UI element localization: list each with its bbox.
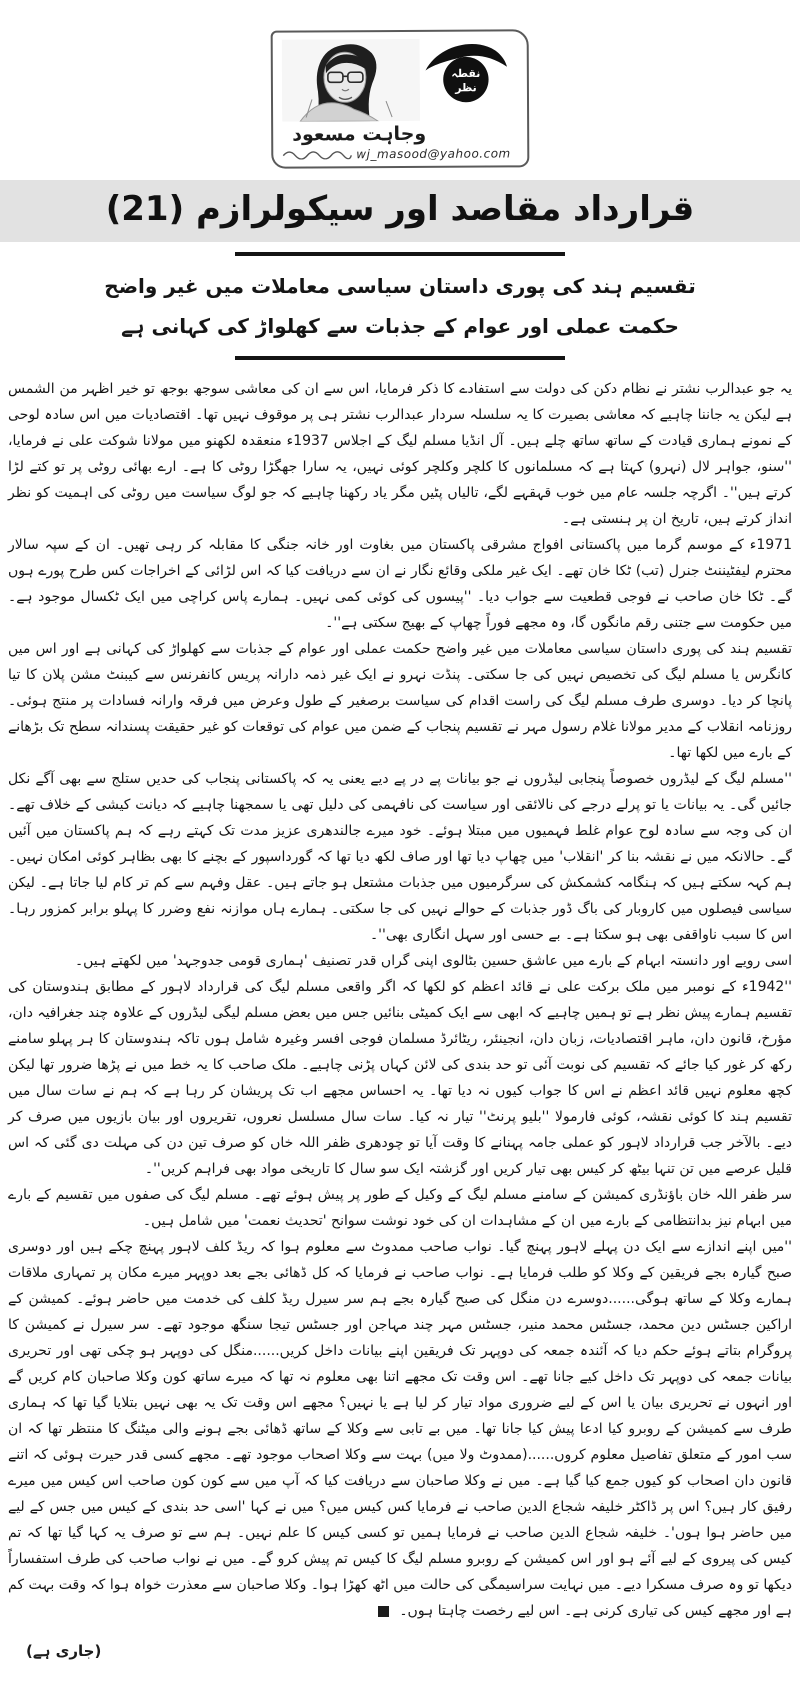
- subtitle-line-1: تقسیم ہند کی پوری داستان سیاسی معاملات میں غیر واضح: [0, 266, 800, 306]
- paragraph-4-quote: ''مسلم لیگ کے لیڈروں خصوصاً پنجابی لیڈروں نے جو بیانات پے در پے دیے یعنی یہ کہ پاکستانی پنجاب کی حدیں ستلج سے بھی آگے نکل جائیں گی۔ یہ بیانات یا تو پرلے درجے کی نالائقی اور سیاست کی نافہمی کی دلیل تھی یا سمجھنا چاہیے کہ دیانت کیشی کے خلاف تھے۔ ان کی وجہ سے سادہ لوح عوام غلط فہمیوں میں مبتلا ہوئے۔ خود میرے جالندھری عزیز مدت تک کہتے رہے کہ ہم پاکستان میں آئیں گے۔ حالانکہ میں نے نقشہ بنا کر 'انقلاب' میں چھاپ دیا تھا اور صاف لکھ دیا تھا کہ گورداسپور کے بچنے کا بھی بظاہر کوئی امکان نہیں۔ ہم کہہ سکتے ہیں کہ ہنگامہ کشمکش کی سرگرمیوں میں جذبات مشتعل ہو جاتے ہیں۔ عقل وفہم سے کم تر کام لیا جاتا ہے۔ لیکن سیاسی فیصلوں میں کاروبار کی باگ ڈور جذبات کے حوالے نہیں کی جا سکتی۔ ہمارے ہاں موازنہ نفع وضرر کا پہلو برابر کمزور رہا۔ اس کا سبب ناواقفی بھی ہو سکتا ہے۔ بے حسی اور سہل انگاری بھی''۔: [8, 766, 792, 948]
- paragraph-6-quote: ''1942ء کے نومبر میں ملک برکت علی نے قائد اعظم کو لکھا کہ اگر واقعی مسلم لیگ کی قرارداد لاہور کے مطابق ہندوستان کی تقسیم ہمارے پیش نظر ہے تو ہمیں چاہیے کہ ابھی سے ایک کمیٹی بنائیں جس میں بعض مسلم لیگی لیڈروں کے علاوہ چند جغرافیہ دان، مؤرخ، قانون دان، ماہر اقتصادیات، زبان دان، انجینئر، ریٹائرڈ مسلمان فوجی افسر وغیرہ شامل ہوں تاکہ ہندوستان کا ہر پہلو سامنے رکھ کر غور کیا جائے کہ تقسیم کی نوبت آئی تو حد بندی کی لائن کہاں پڑنی چاہیے۔ ملک صاحب کا یہ خط میں نے پڑھا ضرور تھا لیکن کچھ معلوم نہیں قائد اعظم نے اس کا جواب کیوں نہ دیا تھا۔ یہ احساس مجھے اب تک پریشان کر رہا ہے کہ ہم نے سات سال میں تقسیم ہند کا کوئی نقشہ، کوئی فارمولا ''بلیو پرنٹ'' تیار نہ کیا۔ سات سال مسلسل نعروں، تقریروں اور بیان بازیوں میں صرف کر دیے۔ بالآخر جب قرارداد لاہور کو عملی جامہ پہنانے کا وقت آیا تو چودھری ظفر اللہ خاں کو صرف تین دن کی مہلت دی گئی کہ اس قلیل عرصے میں تن تنہا بیٹھ کر کیس بھی تیار کریں اور گزشتہ ایک سو سال کا تاریخی مواد بھی فراہم کریں''۔: [8, 974, 792, 1182]
- author-email: wj_masood@yahoo.com: [356, 146, 511, 161]
- column-logo-eye-icon: [424, 38, 508, 108]
- author-portrait-sketch: [282, 39, 420, 122]
- article-title: قرارداد مقاصد اور سیکولرازم (21): [0, 189, 800, 229]
- masthead-frame: [271, 29, 530, 168]
- bottom-rule: [235, 356, 565, 360]
- subtitle-line-2: حکمت عملی اور عوام کے جذبات سے کھلواڑ کی کہانی ہے: [0, 306, 800, 346]
- title-band: [0, 180, 800, 242]
- paragraph-8-quote: [8, 1234, 792, 1624]
- paragraph-3: تقسیم ہند کی پوری داستان سیاسی معاملات میں غیر واضح حکمت عملی اور عوام کے جذبات سے کھلواڑ کی کہانی ہے اور اس میں کانگرس یا مسلم لیگ کی تخصیص نہیں کی جا سکتی۔ پنڈت نہرو نے ایک غیر ذمہ دارانہ پریس کانفرنس سے کیبنٹ مشن پلان کا تیا پانچا کر دیا۔ دوسری طرف مسلم لیگ کی راست اقدام کی سیاست برصغیر کے طول وعرض میں فرقہ وارانہ فسادات پر منتج ہوئی۔ روزنامہ انقلاب کے مدیر مولانا غلام رسول مہر نے تقسیم پنجاب کے ضمن میں عوام کی توقعات کو غیر حقیقت پسندانہ سطح تک بڑھانے کے بارے میں لکھا تھا۔: [8, 636, 792, 766]
- logo-text-line2: نظر: [454, 81, 477, 94]
- paragraph-7: سر ظفر اللہ خان باؤنڈری کمیشن کے سامنے مسلم لیگ کے وکیل کے طور پر پیش ہوئے تھے۔ مسلم لیگ کی صفوں میں تقسیم کے بارے میں ابہام نیز بدانتظامی کے بارے میں ان کے مشاہدات ان کی خود نوشت سوانح 'تحدیث نعمت' میں شامل ہیں۔: [8, 1182, 792, 1234]
- paragraph-5: اسی رویے اور دانستہ ابہام کے بارے میں عاشق حسین بٹالوی اپنی گراں قدر تصنیف 'ہماری قومی جدوجہد' میں لکھتے ہیں۔: [8, 948, 792, 974]
- column-masthead: [0, 0, 800, 168]
- article-subtitle: [0, 262, 800, 348]
- paragraph-1: یہ جو عبدالرب نشتر نے نظام دکن کی دولت سے استفادے کا ذکر فرمایا، اس سے ان کی معاشی سوجھ بوجھ تو خیر اظہر من الشمس ہے لیکن یہ جاننا چاہیے کہ معاشی بصیرت کا یہ سلسلہ سردار عبدالرب نشتر ہی پر موقوف نہیں تھا۔ اقتصادیات میں اس سادہ لوحی کے نمونے ہماری قیادت کے ساتھ ساتھ چلے ہیں۔ آل انڈیا مسلم لیگ کے اجلاس 1937ء منعقدہ لکھنو میں مولانا شوکت علی نے فرمایا، ''سنو، جواہر لال (نہرو) کہتا ہے کہ مسلمانوں کا کلچر وکلچر کوئی نہیں، یہ سارا جھگڑا روٹی کا ہے۔ ارے بھائی روٹی پر تو کتے لڑا کرتے ہیں''۔ اگرچہ جلسہ عام میں خوب قہقہے لگے، تالیاں پٹیں مگر یاد رکھنا چاہیے کہ جو لوگ سیاست میں روٹی کی اہمیت کو نظر انداز کرتے ہیں، تاریخ ان پر ہنستی ہے۔: [8, 376, 792, 532]
- squiggle-line: [282, 149, 352, 159]
- article-body: [0, 364, 800, 1624]
- top-rule: [235, 252, 565, 256]
- continued-note: (جاری ہے): [0, 1624, 800, 1684]
- author-name: وجاہت مسعود: [282, 120, 518, 145]
- logo-text-line1: نقطہ: [451, 67, 480, 80]
- end-of-article-marker: [378, 1606, 389, 1617]
- paragraph-8-text: ''میں اپنے اندازے سے ایک دن پہلے لاہور پہنچ گیا۔ نواب صاحب ممدوٹ سے معلوم ہوا کہ ریڈ کلف لاہور پہنچ چکے ہیں اور دوسری صبح گیارہ بجے فریقین کے وکلا کو طلب فرمایا ہے۔ نواب صاحب نے فرمایا کہ کل ڈھائی بجے بعد دوپہر میرے مکان پر تمہاری ملاقات ہمارے وکلا کے ساتھ ہوگی......دوسرے دن منگل کی صبح گیارہ بجے ہم سر سیرل ریڈ کلف کی خدمت میں حاضر ہوئے۔ کمیشن کے اراکین جسٹس دین محمد، جسٹس محمد منیر، جسٹس مہر چند مہاجن اور جسٹس تیجا سنگھ موجود تھے۔ سر سیرل نے کمیشن کا پروگرام بتاتے ہوئے حکم دیا کہ آئندہ جمعہ کی دوپہر تک فریقین اپنے بیانات داخل کریں......منگل کی دوپہر ہو چکی تھی اور تحریری بیانات جمعہ کی دوپہر تک داخل کیے جانا تھے۔ اس وقت تک مجھے اتنا بھی معلوم نہ تھا کہ میرے ساتھ کون وکلا صاحبان کام کریں گے اور انہوں نے تحریری بیان یا اس کے لیے ضروری مواد تیار کر لیا ہے یا نہیں؟ مجھے اس وقت تک یہ بھی نہیں بتلایا گیا تھا کہ ہماری طرف سے کمیشن کے روبرو کیا ادعا پیش کیا جانا تھا۔ میں بے تابی سے وکلا کے ساتھ ڈھائی بجے ہونے والی میٹنگ کا منتظر تھا کہ ان سب امور کے متعلق تفاصیل معلوم کروں......(ممدوٹ ولا میں) بہت سے وکلا اصحاب موجود تھے۔ مجھے کسی قدر حیرت ہوئی کہ اتنے قانون دان اصحاب کو کیوں جمع کیا گیا ہے۔ میں نے وکلا صاحبان سے دریافت کیا کہ آپ میں سے کون کون صاحب اس کیس میں میرے رفیق کار ہیں؟ اس پر ڈاکٹر خلیفہ شجاع الدین صاحب نے فرمایا کس کیس میں؟ میں نے کہا 'اسی حد بندی کے کیس میں جس کے لیے میں حاضر ہوا ہوں'۔ خلیفہ شجاع الدین صاحب نے فرمایا ہمیں تو کسی کیس کا علم نہیں۔ ہم سے تو صرف یہ کہا گیا تھا کہ تم کیس کی پیروی کے لیے آئے ہو اور اس کمیشن کے روبرو مسلم لیگ کا کیس تم پیش کرو گے۔ میں نے نواب صاحب کی طرف استفساراً دیکھا تو وہ صرف مسکرا دیے۔ میں نہایت سراسیمگی کی حالت میں اٹھ کھڑا ہوا۔ وکلا صاحبان سے معذرت خواہ ہوا کہ وقت بہت کم ہے اور مجھے کیس کی تیاری کرنی ہے۔ اس لیے رخصت چاہتا ہوں۔: [8, 1239, 792, 1619]
- paragraph-2: 1971ء کے موسم گرما میں پاکستانی افواج مشرقی پاکستان میں بغاوت اور خانہ جنگی کا مقابلہ کر رہی تھیں۔ ان کے سپہ سالار محترم لیفٹیننٹ جنرل (تب) ٹکا خان تھے۔ ایک غیر ملکی وقائع نگار نے ان سے دریافت کیا کہ اس لڑائی کے اخراجات کس طرح پورے ہوں گے۔ ٹکا خان صاحب نے فوجی قطعیت سے جواب دیا۔ ''پیسوں کی کوئی کمی نہیں۔ ہمارے پاس کراچی میں ایک ٹکسال موجود ہے۔ میں حکومت سے جتنی رقم مانگوں گا، وہ مجھے فوراً چھاپ کے بھیج سکتی ہے''۔: [8, 532, 792, 636]
